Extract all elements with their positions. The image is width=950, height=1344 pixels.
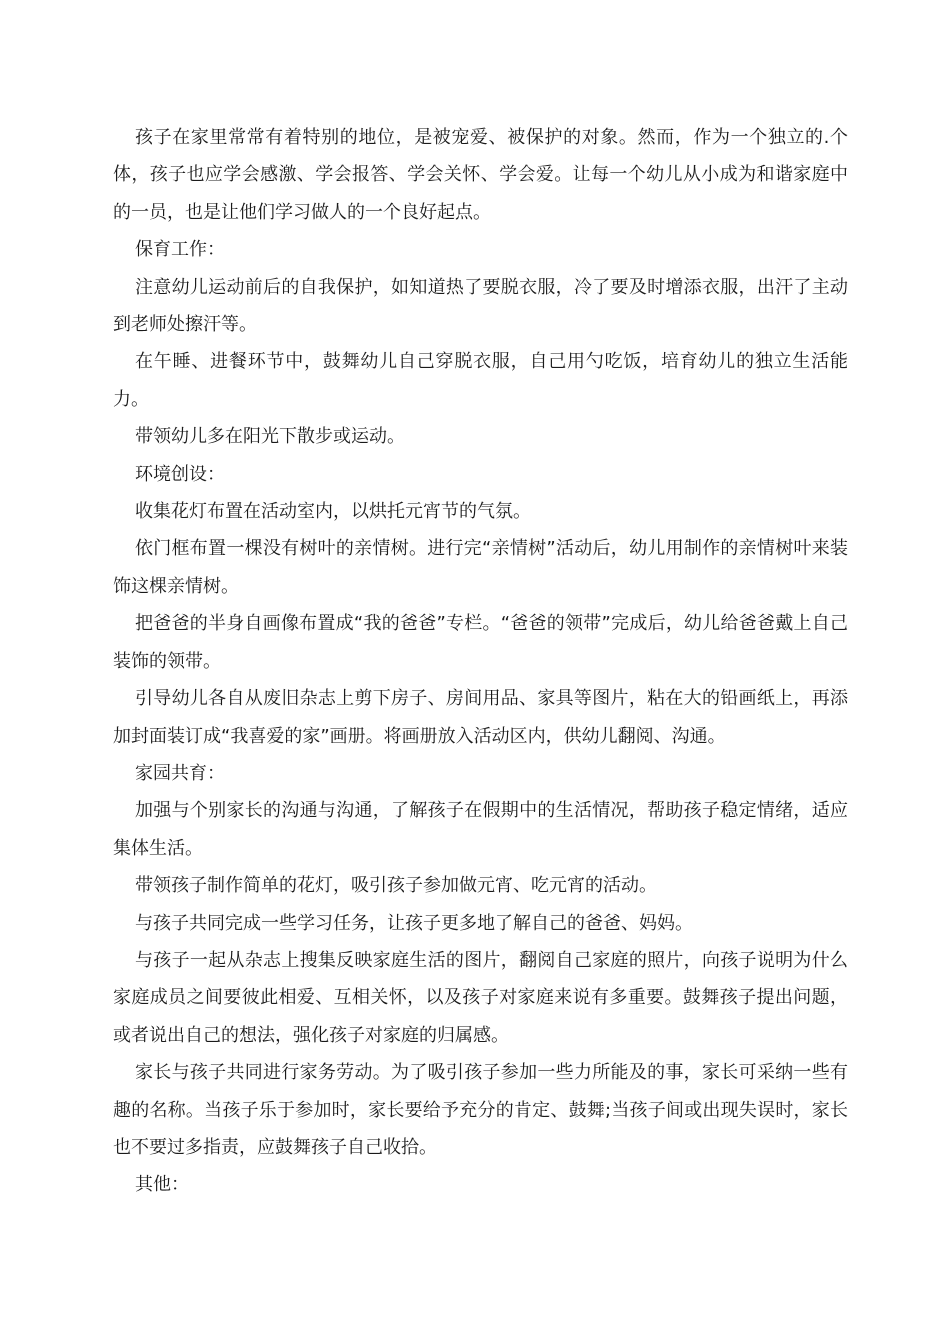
section-heading-care-work: 保育工作：	[135, 239, 225, 261]
paragraph-make-lanterns: 带领孩子制作简单的花灯，吸引孩子参加做元宵、吃元宵的活动。	[135, 875, 657, 897]
paragraph-family-photos: 与孩子一起从杂志上搜集反映家庭生活的图片，翻阅自己家庭的照片，向孩子说明为什么家庭成员之间要彼此相爱、互相关怀，以及孩子对家庭来说有多重要。鼓舞孩子提出问题，或者说出自己的想法，强化孩子对家庭的归属感。	[113, 949, 848, 1046]
paragraph-my-dad: 把爸爸的半身自画像布置成“我的爸爸”专栏。“爸爸的领带”完成后，幼儿给爸爸戴上自己装饰的领带。	[113, 613, 848, 672]
paragraph-independence: 在午睡、进餐环节中，鼓舞幼儿自己穿脱衣服，自己用勺吃饭，培育幼儿的独立生活能力。	[113, 351, 848, 410]
paragraph-self-protection: 注意幼儿运动前后的自我保护，如知道热了要脱衣服，冷了要及时增添衣服，出汗了主动到老师处擦汗等。	[113, 276, 848, 336]
paragraph-learning-tasks: 与孩子共同完成一些学习任务，让孩子更多地了解自己的爸爸、妈妈。	[135, 912, 693, 934]
paragraph-sunlight-walk: 带领幼儿多在阳光下散步或运动。	[135, 426, 405, 448]
paragraph-intro: 孩子在家里常常有着特别的地位，是被宠爱、被保护的对象。然而，作为一个独立的.个体，孩子也应学会感激、学会报答、学会关怀、学会爱。让每一个幼儿从小成为和谐家庭中的一员，也是让他们学习做人的一个良好起点。	[113, 127, 848, 223]
paragraph-lanterns: 收集花灯布置在活动室内，以烘托元宵节的气氛。	[135, 501, 531, 523]
document-body	[113, 119, 848, 1204]
paragraph-family-tree: 依门框布置一棵没有树叶的亲情树。进行完“亲情树”活动后，幼儿用制作的亲情树叶来装饰这棵亲情树。	[113, 538, 848, 597]
paragraph-housework: 家长与孩子共同进行家务劳动。为了吸引孩子参加一些力所能及的事，家长可采纳一些有趣的名称。当孩子乐于参加时，家长要给予充分的肯定、鼓舞;当孩子间或出现失误时，家长也不要过多指责，应鼓舞孩子自己收拾。	[113, 1062, 848, 1158]
section-heading-other: 其他：	[135, 1174, 189, 1196]
paragraph-parent-communication: 加强与个别家长的沟通与沟通，了解孩子在假期中的生活情况，帮助孩子稳定情绪，适应集体生活。	[113, 800, 848, 859]
section-heading-home-school: 家园共育：	[135, 762, 225, 784]
section-heading-environment: 环境创设：	[135, 463, 225, 485]
paragraph-album: 引导幼儿各自从废旧杂志上剪下房子、房间用品、家具等图片，粘在大的铅画纸上，再添加封面装订成“我喜爱的家”画册。将画册放入活动区内，供幼儿翻阅、沟通。	[113, 688, 848, 747]
